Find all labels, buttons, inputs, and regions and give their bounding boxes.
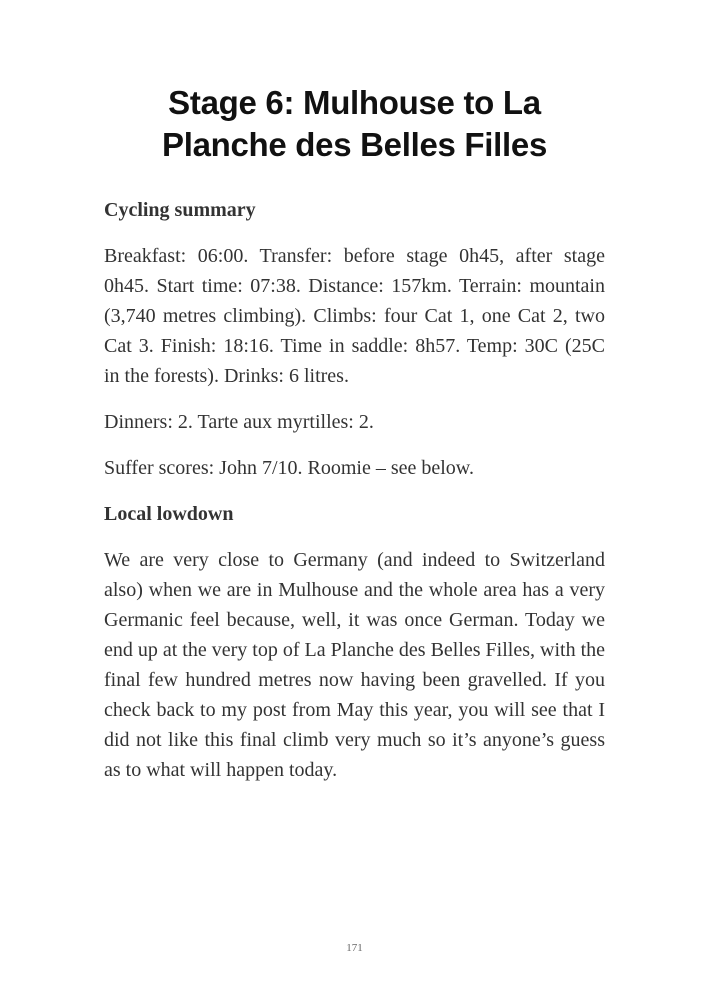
dinners-paragraph: Dinners: 2. Tarte aux myrtilles: 2.	[104, 411, 374, 433]
cycling-summary-heading: Cycling summary	[104, 199, 256, 221]
body-content	[104, 195, 605, 801]
page-title-line-2: Planche des Belles Filles	[161, 126, 548, 163]
page-title-line-1: Stage 6: Mulhouse to La	[168, 84, 541, 121]
page-title	[60, 82, 649, 166]
suffer-scores-paragraph: Suffer scores: John 7/10. Roomie – see below.	[104, 457, 474, 479]
cycling-summary-paragraph: Breakfast: 06:00. Transfer: before stage 0h45, after stage 0h45. Start time: 07:38. Distance: 157km. Terrain: mountain (3,740 metres climbing). Climbs: four Cat 1, one Cat 2, two Cat 3. Finish: 18:16. Time in saddle: 8h57. Temp: 30C (25C in the forests). Drinks: 6 litres.	[104, 245, 605, 387]
local-lowdown-paragraph: We are very close to Germany (and indeed to Switzerland also) when we are in Mulhouse and the whole area has a very Germanic feel because, well, it was once German. Today we end up at the very top of La Planche des Belles Filles, with the final few hundred metres now having been gravelled. If you check back to my post from May this year, you will see that I did not like this final climb very much so it’s anyone’s guess as to what will happen today.	[104, 549, 605, 781]
local-lowdown-heading: Local lowdown	[104, 503, 234, 525]
page-number: 171	[346, 942, 363, 954]
